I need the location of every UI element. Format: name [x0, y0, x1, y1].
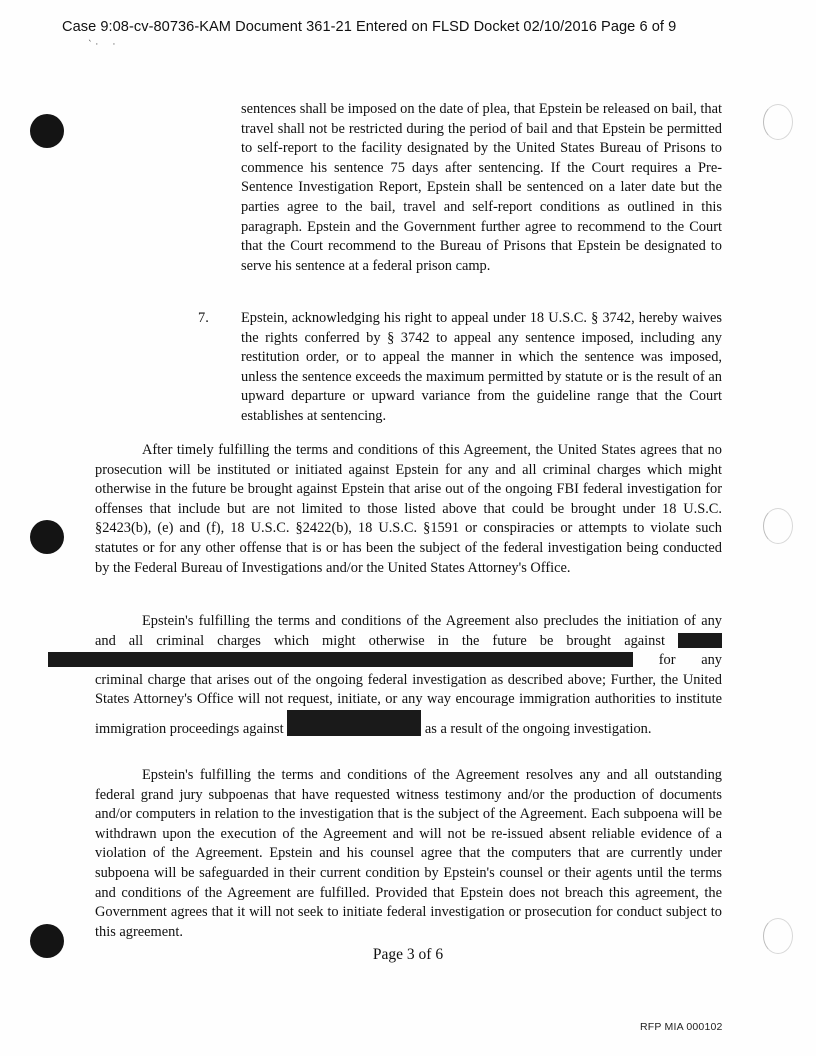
- subpoena-text: Epstein's fulfilling the terms and conditions of the Agreement resolves any and all outstanding federal grand jury subpoenas that have requested witness testimony and/or the production of documents and/or computers in relation to the investigation that is the subject of the Agreement. Each subpoena will be withdrawn upon the execution of the Agreement and will not be re-issued absent reliable evidence of a violation of the Agreement. Epstein and his counsel agree that the computers that are currently under subpoena will be safeguarded in their current condition by Epstein's counsel or their agents until the terms and conditions of the Agreement are fulfilled. Provided that Epstein does not breach this agreement, the Government agrees that it will not seek to initiate federal investigation or prosecution for conduct subject to this agreement.: [95, 767, 722, 940]
- page-number: Page 3 of 6: [372, 946, 444, 963]
- redaction-box: [48, 652, 633, 667]
- preclusion-text-part2: for any criminal charge that arises out of the ongoing federal investigation as described above; Further, the United States Attorney's Office will not request, initiate, or any way encourage immigration authorities to institute immigration proceedings against: [95, 652, 722, 737]
- item-7-text: Epstein, acknowledging his right to appeal under 18 U.S.C. § 3742, hereby waives the rights conferred by § 3742 to appeal any sentence imposed, including any restitution order, or to appeal the manner in which the sentence was imposed, unless the sentence exceeds the maximum permitted by statute or is the result of an upward departure or upward variance from the guideline range that the Court establishes at sentencing.: [241, 310, 722, 424]
- punch-hole-top: [30, 114, 64, 148]
- non-prosecution-text: After timely fulfilling the terms and conditions of this Agreement, the United States agrees that no prosecution will be instituted or initiated against Epstein for any and all criminal charges which might otherwise in the future be brought against Epstein that arise out of the ongoing FBI federal investigation for offenses that include but are not limited to those listed above that could be brought under 18 U.S.C. §2423(b), (e) and (f), 18 U.S.C. §2422(b), 18 U.S.C. §1591 or conspiracies or attempts to violate such statutes or for any other offense that is or has been the subject of the federal investigation being conducted by the Federal Bureau of Investigations and/or the United States Attorney's Office.: [95, 442, 722, 576]
- punch-hole-shadow-middle: [763, 508, 793, 544]
- preclusion-text-part1: Epstein's fulfilling the terms and conditions of the Agreement also precludes the initiation of any and all criminal charges which might otherwise in the future be brought against: [95, 613, 722, 649]
- redaction-box: [287, 710, 421, 736]
- scan-specks: ` · ·: [88, 40, 116, 50]
- item-number-7: 7.: [198, 310, 209, 326]
- continued-paragraph: sentences shall be imposed on the date of plea, that Epstein be released on bail, that travel shall not be restricted during the period of bail and that Epstein be permitted to self-report to the facility designated by the United States Bureau of Prisons to commence his sentence 75 days after sentencing. If the Court requires a Pre-Sentence Investigation Report, Epstein shall be sentenced on a later date but the parties agree to the bail, travel and self-report conditions as outlined in this paragraph. Epstein and the Government further agree to recommend to the Court that the Court recommend to the Bureau of Prisons that Epstein be designated to serve his sentence at a federal prison camp.: [241, 101, 722, 274]
- court-filing-header: Case 9:08-cv-80736-KAM Document 361-21 Entered on FLSD Docket 02/10/2016 Page 6 of 9: [62, 19, 677, 35]
- punch-hole-shadow-top: [763, 104, 793, 140]
- preclusion-text-part3: as a result of the ongoing investigation.: [424, 720, 652, 737]
- bates-number: RFP MIA 000102: [640, 1021, 723, 1033]
- subpoena-paragraph: [95, 766, 722, 942]
- non-prosecution-paragraph: [95, 441, 722, 578]
- preclusion-text: [95, 612, 722, 740]
- punch-hole-middle: [30, 520, 64, 554]
- redaction-box: [678, 633, 722, 648]
- preclusion-paragraph: [95, 612, 722, 740]
